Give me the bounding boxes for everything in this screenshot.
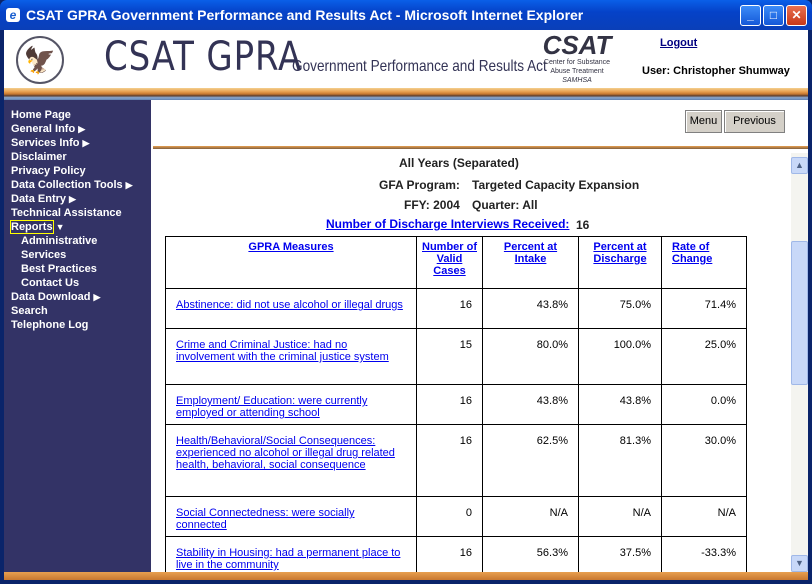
- value-cell: 16: [417, 289, 483, 329]
- ie-icon: e: [6, 8, 20, 22]
- measure-cell: [166, 385, 417, 425]
- value-cell: -33.3%: [662, 537, 747, 573]
- site-logo: CSAT GPRA: [104, 34, 303, 80]
- sidebar-item-label: Data Entry: [11, 193, 67, 205]
- table-row: [166, 329, 747, 385]
- sidebar-item-data-entry[interactable]: [11, 192, 151, 206]
- value-cell: 81.3%: [579, 425, 662, 497]
- sidebar-item-data-download[interactable]: [11, 290, 151, 304]
- value-cell: 15: [417, 329, 483, 385]
- sidebar-item-services[interactable]: [11, 248, 151, 262]
- gfa-label: GFA Program:: [379, 178, 460, 192]
- value-cell: N/A: [579, 497, 662, 537]
- browser-window: [4, 30, 808, 580]
- sidebar-item-label: Services: [21, 249, 67, 261]
- sidebar-item-label: Contact Us: [21, 277, 80, 289]
- sidebar-item-disclaimer[interactable]: [11, 150, 151, 164]
- sidebar-item-label: Reports: [11, 221, 53, 233]
- arrow-right-icon: ▶: [93, 292, 101, 302]
- sidebar-item-label: Services Info: [11, 137, 80, 149]
- value-cell: 37.5%: [579, 537, 662, 573]
- years-label: All Years (Separated): [399, 156, 519, 170]
- divider: [153, 146, 808, 149]
- sidebar-item-best-practices[interactable]: [11, 262, 151, 276]
- value-cell: 30.0%: [662, 425, 747, 497]
- arrow-right-icon: ▶: [82, 138, 90, 148]
- sidebar-item-label: Privacy Policy: [11, 165, 86, 177]
- sidebar: [4, 100, 151, 572]
- value-cell: 43.8%: [579, 385, 662, 425]
- sidebar-item-search[interactable]: [11, 304, 151, 318]
- arrow-right-icon: ▶: [125, 180, 133, 190]
- sidebar-item-label: Best Practices: [21, 263, 97, 275]
- value-cell: 25.0%: [662, 329, 747, 385]
- csat-logo: CSAT Center for Substance Abuse Treatment SAMHSA: [542, 30, 612, 84]
- table-row: [166, 385, 747, 425]
- sidebar-item-general-info[interactable]: [11, 122, 151, 136]
- vertical-scrollbar[interactable]: [791, 153, 808, 572]
- gfa-value: Targeted Capacity Expansion: [472, 178, 640, 192]
- sidebar-item-privacy-policy[interactable]: [11, 164, 151, 178]
- quarter-label: Quarter: All: [472, 198, 538, 212]
- value-cell: N/A: [662, 497, 747, 537]
- sidebar-item-label: Home Page: [11, 109, 71, 121]
- header-percent-intake[interactable]: Percent at Intake: [483, 237, 579, 289]
- user-name: User: Christopher Shumway: [642, 65, 790, 77]
- value-cell: 62.5%: [483, 425, 579, 497]
- table-row: [166, 497, 747, 537]
- sidebar-item-reports[interactable]: [11, 220, 151, 234]
- measure-link[interactable]: Stability in Housing: had a permanent place to live in the community: [176, 547, 401, 571]
- page-header: [4, 30, 808, 88]
- sidebar-item-label: Data Download: [11, 291, 91, 303]
- measure-link[interactable]: Crime and Criminal Justice: had no involvement with the criminal justice system: [176, 339, 389, 363]
- header-valid-cases[interactable]: Number of Valid Cases: [417, 237, 483, 289]
- sidebar-item-contact-us[interactable]: [11, 276, 151, 290]
- measure-link[interactable]: Employment/ Education: were currently employed or attending school: [176, 395, 368, 419]
- arrow-right-icon: ▶: [78, 124, 86, 134]
- measure-link[interactable]: Social Connectedness: were socially connected: [176, 507, 355, 531]
- measure-cell: [166, 497, 417, 537]
- title-bar: [0, 0, 812, 30]
- maximize-button[interactable]: □: [763, 5, 784, 26]
- sidebar-item-home-page[interactable]: [11, 108, 151, 122]
- value-cell: 56.3%: [483, 537, 579, 573]
- value-cell: 43.8%: [483, 289, 579, 329]
- value-cell: 75.0%: [579, 289, 662, 329]
- measure-cell: [166, 425, 417, 497]
- sidebar-item-label: Search: [11, 305, 48, 317]
- previous-button[interactable]: Previous: [724, 110, 785, 133]
- value-cell: 16: [417, 537, 483, 573]
- sidebar-item-technical-assistance[interactable]: [11, 206, 151, 220]
- sidebar-item-administrative[interactable]: [11, 234, 151, 248]
- discharge-count: 16: [576, 218, 590, 232]
- value-cell: 43.8%: [483, 385, 579, 425]
- measure-cell: [166, 329, 417, 385]
- sidebar-item-label: Data Collection Tools: [11, 179, 123, 191]
- header-percent-discharge[interactable]: Percent at Discharge: [579, 237, 662, 289]
- header-gpra-measures[interactable]: GPRA Measures: [166, 237, 417, 289]
- sidebar-item-label: Technical Assistance: [11, 207, 122, 219]
- scroll-up-button[interactable]: ▲: [791, 157, 808, 174]
- header-rate-change[interactable]: Rate of Change: [662, 237, 747, 289]
- value-cell: 0: [417, 497, 483, 537]
- arrow-down-icon: ▼: [55, 222, 65, 232]
- value-cell: 0.0%: [662, 385, 747, 425]
- value-cell: 16: [417, 425, 483, 497]
- table-row: [166, 425, 747, 497]
- value-cell: N/A: [483, 497, 579, 537]
- value-cell: 80.0%: [483, 329, 579, 385]
- measure-cell: [166, 289, 417, 329]
- gpra-table: [165, 236, 747, 572]
- value-cell: 71.4%: [662, 289, 747, 329]
- arrow-right-icon: ▶: [69, 194, 76, 204]
- header-stripes: [4, 88, 808, 100]
- sidebar-item-services-info[interactable]: [11, 136, 151, 150]
- table-row: [166, 537, 747, 573]
- menu-button[interactable]: Menu: [685, 110, 722, 133]
- minimize-button[interactable]: _: [740, 5, 761, 26]
- measure-link[interactable]: Health/Behavioral/Social Consequences: experienced no alcohol or illegal drug related health, behavioral, social consequence: [176, 435, 395, 471]
- logout-link[interactable]: Logout: [660, 37, 698, 49]
- measure-cell: [166, 537, 417, 573]
- window-title: CSAT GPRA Government Performance and Results Act - Microsoft Internet Explorer: [26, 7, 584, 23]
- scroll-thumb[interactable]: [791, 241, 808, 385]
- main-content: [151, 100, 808, 572]
- bottom-stripe: [4, 572, 808, 580]
- sidebar-item-label: Telephone Log: [11, 319, 89, 331]
- site-subtitle: Government Performance and Results Act: [292, 58, 547, 75]
- sidebar-item-label: General Info: [11, 123, 76, 135]
- sidebar-item-data-collection-tools[interactable]: [11, 178, 151, 192]
- value-cell: 100.0%: [579, 329, 662, 385]
- sidebar-item-telephone-log[interactable]: [11, 318, 151, 332]
- discharge-interviews-link[interactable]: Number of Discharge Interviews Received:: [326, 217, 570, 231]
- table-row: [166, 289, 747, 329]
- ffy-label: FFY: 2004: [404, 198, 460, 212]
- close-button[interactable]: ✕: [786, 5, 807, 26]
- value-cell: 16: [417, 385, 483, 425]
- measure-link[interactable]: Abstinence: did not use alcohol or illegal drugs: [176, 299, 403, 311]
- sidebar-item-label: Administrative: [21, 235, 98, 247]
- report-area: [151, 153, 808, 572]
- scroll-down-button[interactable]: ▼: [791, 555, 808, 572]
- hhs-seal-logo: 🦅: [16, 36, 64, 84]
- sidebar-item-label: Disclaimer: [11, 151, 67, 163]
